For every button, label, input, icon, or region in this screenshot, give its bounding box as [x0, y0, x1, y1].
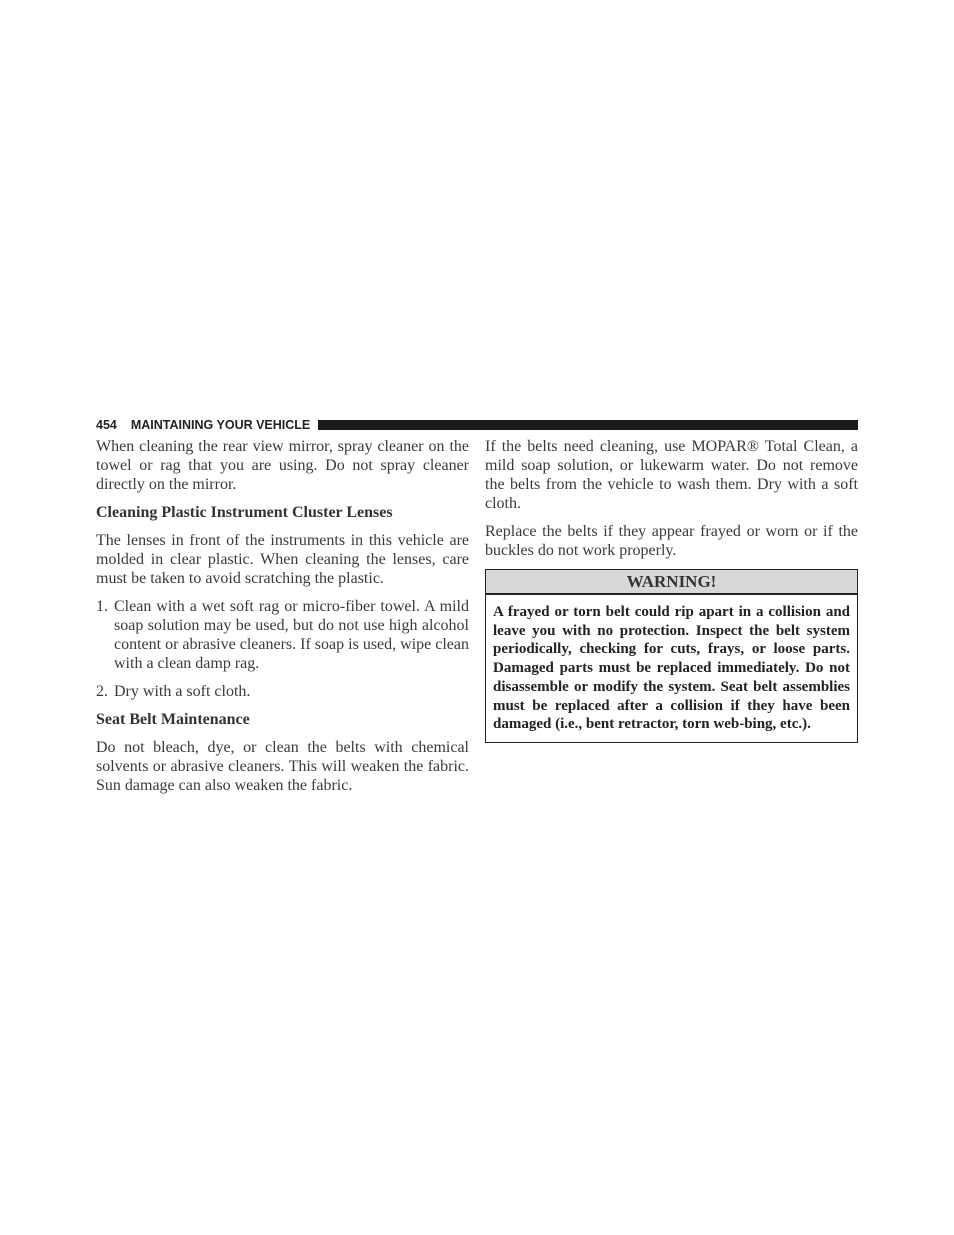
list-item — [96, 682, 469, 701]
belt-replace-paragraph: Replace the belts if they appear frayed or worn or if the buckles do not work properly. — [485, 523, 858, 559]
left-column — [96, 437, 469, 804]
warning-box — [485, 569, 858, 743]
mirror-paragraph: When cleaning the rear view mirror, spray cleaner on the towel or rag that you are using. Do not spray cleaner directly on the mirror. — [96, 438, 469, 493]
right-column — [485, 437, 858, 743]
seatbelt-paragraph: Do not bleach, dye, or clean the belts with chemical solvents or abrasive cleaners. This will weaken the fabric. Sun damage can also weaken the fabric. — [96, 739, 469, 794]
warning-title: WARNING! — [486, 570, 857, 595]
section-title: MAINTAINING YOUR VEHICLE — [130, 418, 311, 432]
page-header — [96, 416, 858, 434]
step-text: Dry with a soft cloth. — [114, 683, 251, 700]
step-text: Clean with a wet soft rag or micro-fiber towel. A mild soap solution may be used, but do not use high alcohol content or abrasive cleaners. If soap is used, wipe clean with a clean damp rag. — [114, 598, 469, 672]
page-number: 454 — [96, 418, 117, 432]
belt-cleaning-paragraph: If the belts need cleaning, use MOPAR® Total Clean, a mild soap solution, or lukewarm water. Do not remove the belts from the vehicle to wash them. Dry with a soft cloth. — [485, 438, 858, 512]
header-rule — [318, 420, 858, 430]
cleaning-steps-list — [96, 597, 469, 701]
lenses-paragraph: The lenses in front of the instruments in this vehicle are molded in clear plastic. When cleaning the lenses, care must be taken to avoid scratching the plastic. — [96, 532, 469, 587]
warning-body: A frayed or torn belt could rip apart in a collision and leave you with no protection. Inspect the belt system periodically, checking for cuts, frays, or loose parts. Damaged parts must be replaced immediately. Do not disassemble or modify the system. Seat belt assemblies must be replaced after a collision if they have been damaged (i.e., bent retractor, torn web-bing, etc.). — [493, 604, 850, 733]
step-number: 1. — [96, 598, 108, 615]
seatbelt-heading: Seat Belt Maintenance — [96, 711, 250, 728]
lenses-heading: Cleaning Plastic Instrument Cluster Lenses — [96, 504, 393, 521]
list-item — [96, 597, 469, 673]
step-number: 2. — [96, 683, 108, 700]
